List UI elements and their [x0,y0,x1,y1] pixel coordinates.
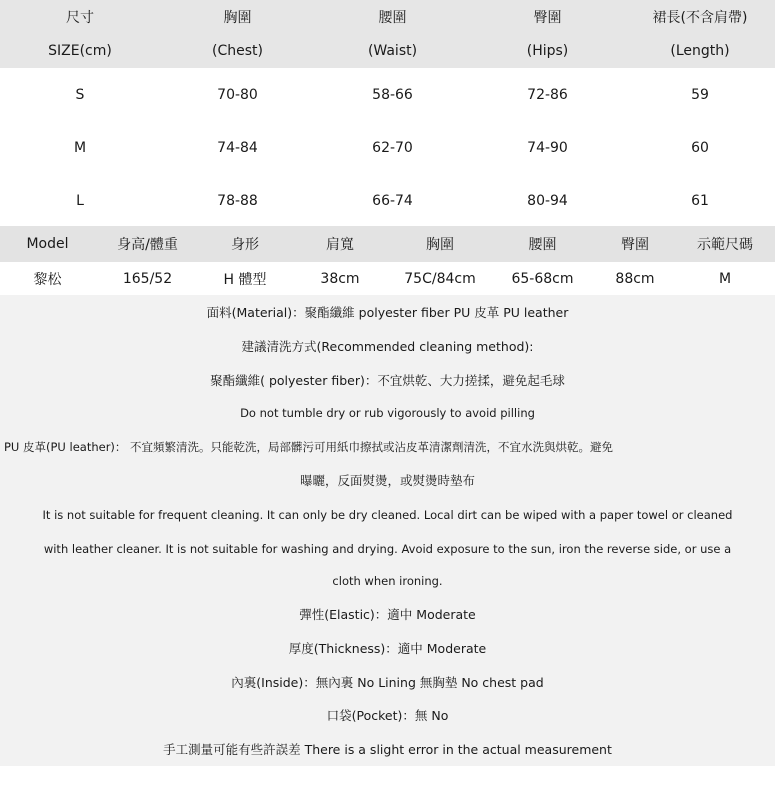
cell-waist: 66-74 [372,192,413,209]
header-waist-zh: 腰圍 [378,10,407,26]
header-hips: 臀圍 [621,237,649,253]
header-model: Model [26,236,69,252]
cell-chest: 70-80 [217,86,258,103]
pu-care-en-line1: It is not suitable for frequent cleaning. It can only be dry cleaned. Local dirt can be wiped with a paper towel or cleaned [42,508,733,522]
header-chest: 胸圍 [426,237,454,253]
material-note: 面料(Material)：聚酯纖維 polyester fiber PU 皮革 PU leather [206,305,569,320]
header-length-zh: 裙長(不含肩帶) [652,10,748,26]
polyester-care-en: Do not tumble dry or rub vigorously to avoid pilling [240,406,535,420]
cell-waist: 65-68cm [511,270,574,287]
size-table [0,0,775,227]
size-table-header-zh [0,0,775,34]
header-demo-size: 示範尺碼 [697,237,753,253]
thickness-note: 厚度(Thickness)：適中 Moderate [288,641,487,656]
lining-note: 內裏(Inside)：無內裏 No Lining 無胸墊 No chest pad [231,675,544,690]
header-size-en: SIZE(cm) [48,43,112,59]
header-body-shape: 身形 [231,237,259,253]
cell-hips: 88cm [615,270,655,287]
cell-length: 61 [691,192,709,209]
header-waist: 腰圍 [528,237,557,253]
elastic-note: 彈性(Elastic)：適中 Moderate [299,607,476,622]
cell-chest: 75C/84cm [404,270,476,287]
cell-height-weight: 165/52 [122,270,173,287]
cell-hips: 74-90 [527,139,568,156]
cell-size: S [75,86,85,103]
header-hips-en: (Hips) [526,43,569,59]
cell-waist: 62-70 [372,139,413,156]
table-row [0,262,775,295]
table-row [0,68,775,121]
cell-size: M [73,139,87,156]
product-notes [0,295,775,766]
cell-body-shape: H 體型 [223,271,267,288]
cell-chest: 78-88 [217,192,258,209]
table-row [0,121,775,174]
polyester-care-zh: 聚酯纖維( polyester fiber)：不宜烘乾、大力搓揉，避免起毛球 [210,373,565,388]
measurement-error-note: 手工測量可能有些許誤差 There is a slight error in the actual measurement [163,742,612,757]
header-waist-en: (Waist) [367,43,418,59]
cell-demo-size: M [718,270,732,287]
cell-hips: 72-86 [527,86,568,103]
cell-length: 60 [691,139,709,156]
size-table-header-en [0,34,775,68]
pu-care-zh-line2: 曝曬，反面熨燙，或熨燙時墊布 [299,473,475,488]
cell-size: L [76,192,84,209]
pu-care-en-line2: with leather cleaner. It is not suitable for washing and drying. Avoid exposure to the sun, iron the reverse side, or use a [43,542,732,556]
pu-care-en-line3: cloth when ironing. [332,574,443,588]
header-chest-en: (Chest) [212,43,263,59]
model-table-header [0,226,775,262]
pocket-note: 口袋(Pocket)：無 No [326,708,449,723]
header-length-en: (Length) [670,43,730,59]
header-chest-zh: 胸圍 [223,10,252,26]
cell-shoulder: 38cm [320,270,360,287]
cell-length: 59 [691,86,709,103]
cell-waist: 58-66 [372,86,413,103]
cell-chest: 74-84 [217,139,258,156]
header-hips-zh: 臀圍 [533,10,562,26]
cell-hips: 80-94 [527,192,568,209]
cleaning-heading: 建議清洗方式(Recommended cleaning method): [241,339,534,354]
model-table [0,226,775,295]
header-size-zh: 尺寸 [66,10,94,26]
header-height-weight: 身高/體重 [117,237,178,253]
table-row [0,174,775,227]
cell-model-name: 黎松 [33,271,62,288]
pu-care-zh-line1: PU 皮革(PU leather)： 不宜頻繁清洗。只能乾洗，局部髒污可用紙巾擦拭或沾皮革清潔劑清洗，不宜水洗與烘乾。避免 [4,440,614,454]
header-shoulder: 肩寬 [326,237,354,253]
